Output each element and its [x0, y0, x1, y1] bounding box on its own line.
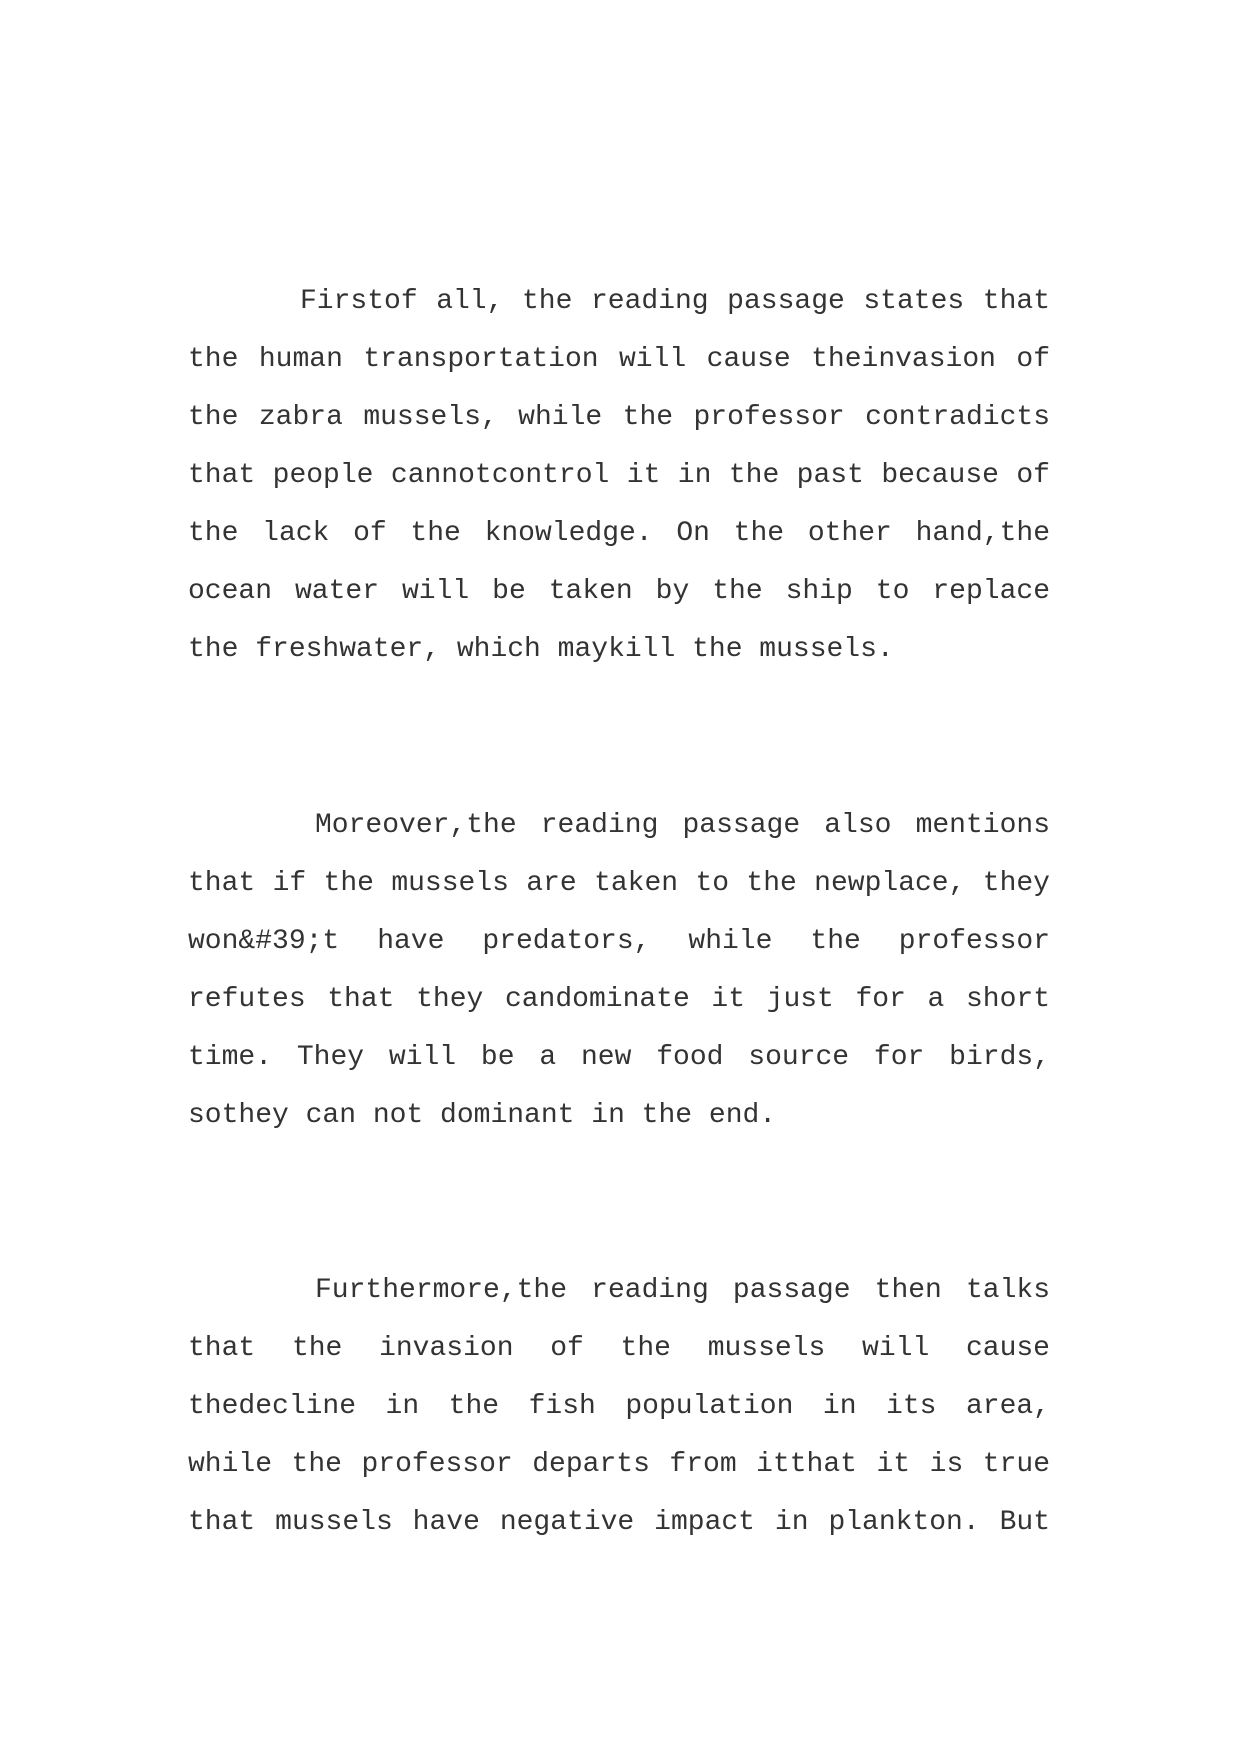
paragraph-2-line-2: that if the mussels are taken to the newplace, they — [188, 868, 1050, 899]
paragraph-2-line-5: time. They will be a new food source for birds, — [188, 1042, 1050, 1073]
paragraph-3-line-5: that mussels have negative impact in plankton. But — [188, 1507, 1050, 1538]
paragraph-2-line-1: Moreover,the reading passage also mentions — [315, 810, 1050, 841]
paragraph-2-line-4: refutes that they candominate it just for a short — [188, 984, 1050, 1015]
paragraph-1-line-3: the zabra mussels, while the professor contradicts — [188, 402, 1050, 433]
paragraph-1-line-2: the human transportation will cause theinvasion of — [188, 344, 1050, 375]
paragraph-3-line-3: thedecline in the fish population in its area, — [188, 1391, 1050, 1422]
paragraph-1-line-5: the lack of the knowledge. On the other hand,the — [188, 518, 1050, 549]
paragraph-1-line-1: Firstof all, the reading passage states that — [300, 286, 1050, 317]
paragraph-2-line-6: sothey can not dominant in the end. — [188, 1100, 777, 1131]
paragraph-1-line-6: ocean water will be taken by the ship to replace — [188, 576, 1050, 607]
paragraph-3-line-4: while the professor departs from itthat it is true — [188, 1449, 1050, 1480]
paragraph-2-line-3: won&#39;t have predators, while the professor — [188, 926, 1050, 957]
paragraph-1-line-4: that people cannotcontrol it in the past because of — [188, 460, 1050, 491]
paragraph-1-line-7: the freshwater, which maykill the mussels. — [188, 634, 894, 665]
paragraph-3-line-2: that the invasion of the mussels will cause — [188, 1333, 1050, 1364]
paragraph-3-line-1: Furthermore,the reading passage then talks — [315, 1275, 1050, 1306]
